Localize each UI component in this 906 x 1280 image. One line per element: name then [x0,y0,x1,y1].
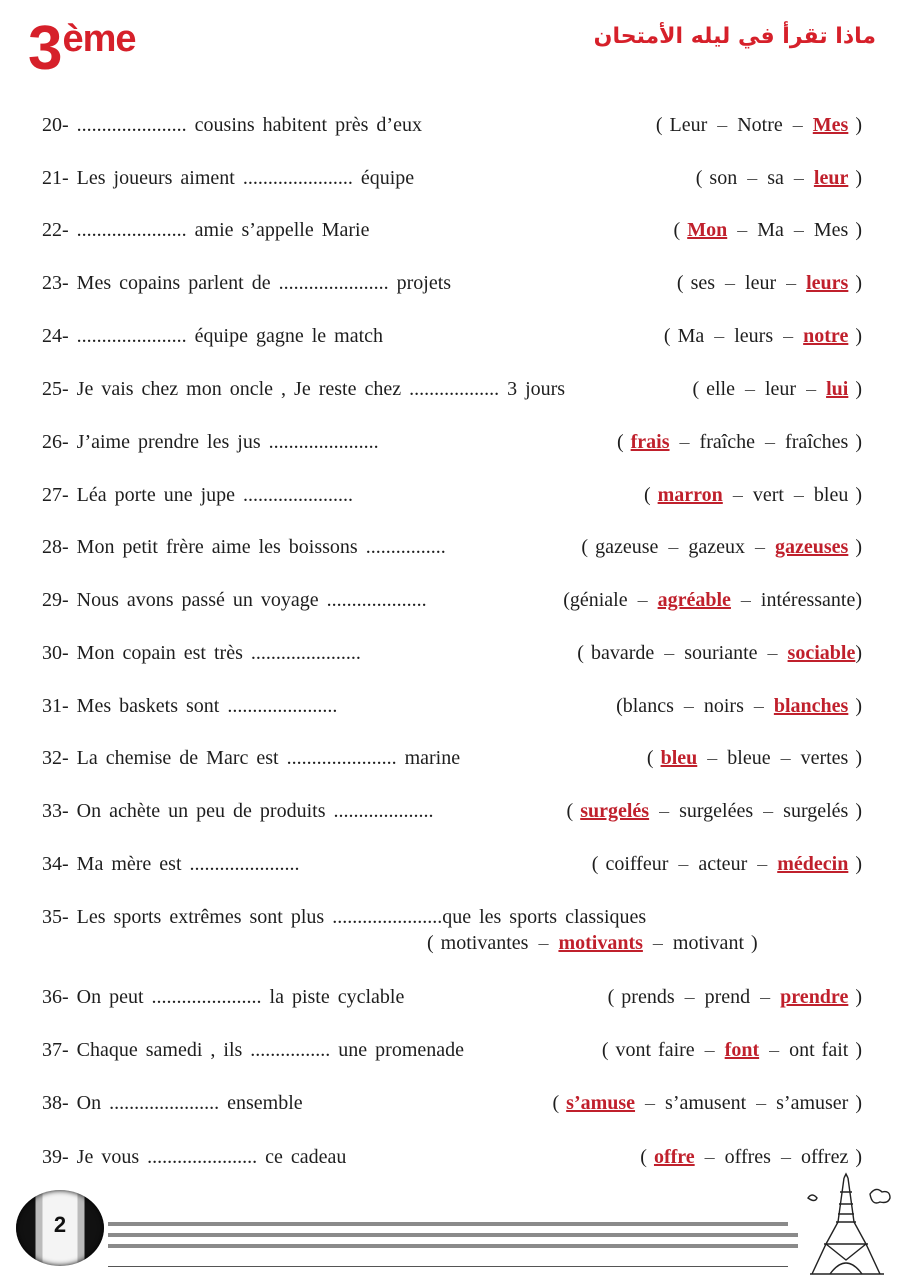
answer-option: s’amuser ) [776,1092,862,1114]
question-text: 23- Mes copains parlent de ...................... projets [42,272,452,294]
option-separator: – [652,932,663,954]
answer-option: surgelés ) [783,800,862,822]
question-text: 33- On achète un peu de produits .................... [42,800,434,822]
option-separator: – [659,800,670,822]
question-text: 31- Mes baskets sont ...................... [42,695,338,717]
answer-option: ( ses [676,272,716,294]
option-separator: – [714,325,725,347]
answer-option: prend [704,986,751,1008]
option-separator: – [757,853,768,875]
option-separator: – [780,1146,791,1168]
answer-options: ( Ma – leurs – notre ) [663,325,862,347]
answer-option: ( son [695,167,738,189]
answer-option: sa [767,167,784,189]
answer-options: (blancs – noirs – blanches ) [616,695,862,717]
answer-option: leur [745,272,777,294]
correct-answer: leur [813,167,849,189]
exercise-line [42,744,862,772]
exercise-line [42,481,862,509]
option-separator: – [747,167,758,189]
option-separator: – [737,219,748,241]
exercise-line [42,850,862,878]
correct-answer: motivants [558,932,643,954]
correct-answer: agréable [657,589,731,611]
exercise-line [42,586,862,614]
answer-options: ( frais – fraîche – fraîches ) [616,431,862,453]
footer-rule-4 [108,1266,788,1267]
question-text: 29- Nous avons passé un voyage .................... [42,589,427,611]
question-text: 39- Je vous ...................... ce cadeau [42,1146,347,1168]
correct-answer: lui [826,378,849,400]
question-text: 21- Les joueurs aiment ...................... équipe [42,167,415,189]
exercise-line [42,983,862,1011]
answer-option: noirs [703,695,744,717]
question-text: 32- La chemise de Marc est ...................... marine [42,747,461,769]
correct-answer: notre [803,325,849,347]
exercise-line [42,692,862,720]
answer-option: surgelées [679,800,754,822]
exercise-line [42,269,862,297]
question-text: 25- Je vais chez mon oncle , Je reste chez .................. 3 jours [42,378,566,400]
answer-options [563,586,862,614]
option-separator: – [793,484,804,506]
answer-options: ( coiffeur – acteur – médecin ) [591,853,862,875]
exercise-line [42,1089,862,1117]
option-separator: – [783,325,794,347]
answer-option: vert [752,484,784,506]
option-separator: – [755,536,765,558]
question-text: 34- Ma mère est ...................... [42,853,300,875]
option-separator: – [668,536,679,558]
option-separator: – [792,114,803,136]
page-number: 2 [53,1212,67,1237]
answer-options: ( Mon – Ma – Mes ) [673,219,862,241]
correct-answer: s’amuse [566,1092,636,1114]
answer-option: ( vont faire [601,1039,695,1061]
option-separator: – [684,986,695,1008]
answer-options: ( s’amuse – s’amusent – s’amuser ) [552,1092,862,1114]
answer-option: bleue [727,747,771,769]
footer-rule-1 [108,1222,788,1226]
correct-answer: surgelés [580,800,650,822]
question-text: 24- ...................... équipe gagne le match [42,325,384,347]
option-separator: – [793,219,804,241]
footer-rule-3 [108,1244,798,1248]
option-separator: – [760,986,771,1008]
grade-heading [28,14,136,83]
answer-option: Notre [737,114,783,136]
answer-option: gazeux [688,536,745,558]
question-text: 30- Mon copain est très ...................... [42,642,361,664]
option-separator: – [793,167,804,189]
question-text: 36- On peut ...................... la piste cyclable [42,986,405,1008]
option-separator: – [780,747,791,769]
correct-answer: sociable [787,642,856,664]
answer-option: ont fait ) [789,1039,862,1061]
option-separator: – [806,378,817,400]
answer-option: Ma [757,219,784,241]
correct-answer: gazeuses [775,536,849,558]
correct-answer: blanches [773,695,849,717]
option-separator: – [704,1146,715,1168]
answer-option: ( prends [607,986,675,1008]
correct-answer: Mes [812,114,849,136]
exercise-line [42,375,862,403]
exercise-line [42,428,862,456]
correct-answer: bleu [660,747,698,769]
question-text: 28- Mon petit frère aime les boissons ................ [42,536,446,558]
answer-option: ( bavarde [577,642,655,664]
answer-options: ( elle – leur – lui ) [692,378,862,400]
arabic-title: ماذا تقرأ في ليله الأمتحان [593,24,876,49]
exercise-line [42,1143,862,1171]
option-separator: – [756,1092,767,1114]
answer-options: ( bleu – bleue – vertes ) [646,747,862,769]
answer-options: ( bavarde – souriante – sociable) [577,642,862,664]
correct-answer: médecin [777,853,849,875]
exercise-line [42,797,862,825]
option-separator: – [767,642,778,664]
correct-answer: Mon [687,219,728,241]
exercise-line [42,533,862,561]
question-text: 22- ...................... amie s’appelle Marie [42,219,370,241]
correct-answer: prendre [780,986,849,1008]
option-separator: – [740,589,751,611]
answer-option: fraîches ) [785,431,862,453]
answer-option: s’amusent [665,1092,747,1114]
answer-option: intéressante) [760,589,862,611]
answer-option: motivant ) [672,932,758,954]
correct-answer: marron [657,484,723,506]
grade-number: 3 [28,14,63,83]
option-separator: – [664,642,675,664]
option-separator: – [538,932,549,954]
option-separator: – [765,431,776,453]
correct-answer: frais [630,431,670,453]
answer-option: ( gazeuse [581,536,659,558]
answer-options [602,1036,862,1064]
answer-option: ( Leur [655,114,708,136]
answer-option: souriante [684,642,758,664]
answer-option: (blancs [616,695,674,717]
exercise-line [42,216,862,244]
grade-suffix: ème [62,18,136,60]
option-separator: – [645,1092,656,1114]
answer-option: ( coiffeur [591,853,669,875]
exercise-line [42,1036,862,1064]
option-separator: – [753,695,764,717]
exercise-line [42,639,862,667]
exercise-line [42,164,862,192]
answer-option: ( motivantes [427,932,529,954]
option-separator: – [637,589,648,611]
correct-answer: offre [653,1146,695,1168]
answer-option: bleu ) [813,484,862,506]
answer-option: ( Ma [663,325,705,347]
answer-option: fraîche [699,431,756,453]
answer-option: leur [764,378,797,400]
exercise-line [42,322,862,350]
answer-options: ( ses – leur – leurs ) [676,272,862,294]
option-separator: – [678,853,689,875]
option-separator: – [707,747,718,769]
option-separator: – [786,272,797,294]
footer-rule-2 [108,1233,798,1237]
option-separator: – [725,272,736,294]
answer-option: leurs [734,325,774,347]
exercise-line [42,111,862,139]
question-text: 26- J’aime prendre les jus ...................... [42,431,379,453]
correct-answer: font [724,1039,760,1061]
answer-option: vertes ) [800,747,862,769]
question-text: 20- ...................... cousins habitent près d’eux [42,114,422,136]
page-badge [16,1190,104,1266]
option-separator: – [769,1039,780,1061]
option-separator: – [763,800,774,822]
answer-option: offrez ) [800,1146,862,1168]
eiffel-tower-icon [800,1172,900,1278]
answer-option: offres [724,1146,771,1168]
question-text: 37- Chaque samedi , ils ................ une promenade [42,1039,465,1061]
option-separator: – [732,484,743,506]
answer-option: Mes ) [813,219,862,241]
question-text: 38- On ...................... ensemble [42,1092,303,1114]
option-separator: – [744,378,755,400]
option-separator: – [679,431,690,453]
answer-option: (géniale [563,589,628,611]
answer-options [427,929,758,957]
exercise-line [42,903,862,954]
option-separator: – [704,1039,715,1061]
answer-options: ( gazeuse – gazeux – gazeuses ) [581,536,862,558]
answer-options: ( prends – prend – prendre ) [607,986,862,1008]
answer-options: ( Leur – Notre – Mes ) [655,114,862,136]
question-text: 35- Les sports extrêmes sont plus ......................que les sports classiques [42,906,647,928]
answer-option: ( elle [692,378,735,400]
answer-options: ( son – sa – leur ) [695,167,862,189]
answer-option: acteur [698,853,748,875]
option-separator: – [683,695,694,717]
question-text: 27- Léa porte une jupe ...................... [42,484,354,506]
option-separator: – [717,114,728,136]
answer-options: ( surgelés – surgelées – surgelés ) [566,800,862,822]
answer-options: ( marron – vert – bleu ) [643,484,862,506]
answer-options: ( offre – offres – offrez ) [640,1146,862,1168]
correct-answer: leurs [806,272,849,294]
